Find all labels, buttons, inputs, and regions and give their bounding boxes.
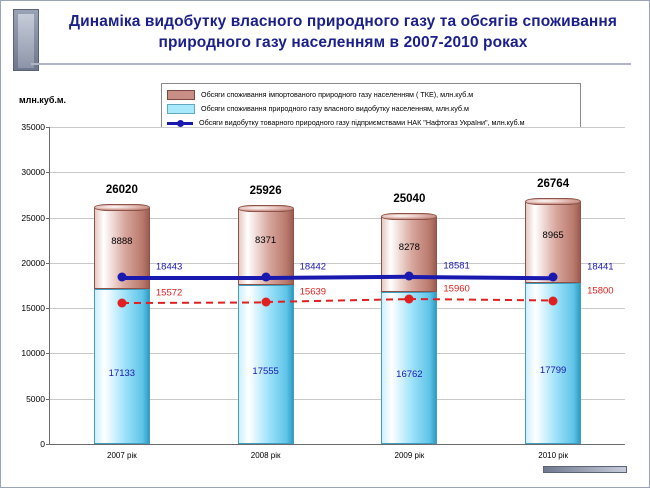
y-axis-tick-mark [46,444,50,445]
naftogaz-production-line-value-label: 18441 [587,261,614,273]
x-axis-category-label: 2008 рік [250,451,281,460]
y-axis-units-label: млн.куб.м. [19,95,67,105]
naftogaz-production-line-point[interactable] [261,272,270,281]
bar-value-imported: 8965 [542,229,564,241]
page-title: Динаміка видобутку власного природного газу та обсягів споживання природного газу населенням в 2007-2010 роках [69,13,617,51]
y-axis-tick-mark [46,353,50,354]
bar-value-imported: 8371 [255,234,277,246]
bar-segment-domestic[interactable] [238,285,294,444]
y-axis-tick-label: 0 [40,439,45,449]
footer-accent-bar [543,466,627,473]
y-axis-tick-label: 10000 [21,348,45,359]
cyan-bar-swatch-icon [167,104,195,114]
naftogaz-excl-ukrnafta-line-point[interactable] [405,295,414,304]
pink-bar-swatch-icon [167,90,195,100]
bar-value-domestic: 17133 [108,367,136,379]
y-axis-tick-mark [46,399,50,400]
legend-item-imported-gas [167,88,575,101]
y-axis-tick-label: 5000 [26,393,45,404]
bar-top-cap [381,213,437,220]
naftogaz-excl-ukrnafta-line-value-label: 15960 [443,283,470,295]
bar-value-total: 25926 [249,185,282,198]
legend-item-label: Обсяги видобутку товарного природного газу підприємствами НАК "Нафтогаз України", млн.куб.м [199,118,525,127]
bar-value-domestic: 16762 [396,369,423,381]
naftogaz-production-line-point[interactable] [549,272,558,281]
naftogaz-production-line-value-label: 18581 [443,260,470,272]
naftogaz-excl-ukrnafta-line-point[interactable] [549,296,558,305]
bar-value-total: 25040 [393,193,426,206]
bar-group[interactable] [381,127,437,460]
bar-value-total: 26020 [105,184,138,197]
naftogaz-production-line-value-label: 18443 [155,261,183,273]
naftogaz-excl-ukrnafta-line-value-label: 15639 [299,286,327,298]
naftogaz-production-line-segment [409,275,553,280]
y-axis-tick-mark [46,218,50,219]
y-axis-tick-label: 25000 [21,212,45,223]
y-axis-tick-label: 30000 [21,167,45,178]
bar-top-cap [525,198,581,205]
naftogaz-production-line-segment [122,276,266,280]
legend-item-domestic-gas [167,102,575,115]
bar-segment-domestic[interactable] [381,292,437,444]
naftogaz-excl-ukrnafta-line-point[interactable] [261,298,270,307]
naftogaz-production-line-value-label: 18442 [299,261,327,273]
bar-segment-imported[interactable] [525,202,581,283]
x-axis-category-label: 2009 рік [394,451,425,460]
y-axis-tick-label: 20000 [21,257,45,268]
naftogaz-excl-ukrnafta-line-value-label: 15572 [155,287,183,299]
bar-segment-domestic[interactable] [525,283,581,444]
bar-group[interactable] [525,127,581,460]
y-axis-tick-mark [46,263,50,264]
bar-top-cap [94,204,150,211]
bar-value-domestic: 17555 [252,366,279,378]
title-divider [31,63,631,65]
y-axis-tick-mark [46,308,50,309]
naftogaz-excl-ukrnafta-line-value-label: 15800 [587,285,614,297]
y-axis-tick-mark [46,127,50,128]
x-axis-category-label: 2007 рік [107,451,137,460]
blue-line-swatch-icon [167,119,193,127]
title-block [13,9,639,71]
bar-segment-imported[interactable] [381,217,437,292]
bar-value-imported: 8888 [111,235,133,247]
y-axis-tick-label: 15000 [21,303,45,314]
bar-group[interactable] [238,127,294,460]
y-axis-tick-mark [46,172,50,173]
bar-group[interactable] [94,127,150,460]
y-axis-tick-label: 35000 [21,122,45,132]
naftogaz-production-line-point[interactable] [405,271,414,280]
naftogaz-production-line-point[interactable] [117,272,126,281]
legend-item-label: Обсяги споживання природного газу власного видобутку населенням, млн.куб.м [201,104,469,113]
naftogaz-excl-ukrnafta-line-point[interactable] [117,298,126,307]
bar-segment-domestic[interactable] [94,289,150,444]
bar-value-domestic: 17799 [539,365,567,377]
bar-value-total: 26764 [537,177,570,190]
bar-top-cap [238,205,294,212]
title-accent-bar [13,9,39,71]
x-axis-category-label: 2010 рік [538,451,568,460]
bar-value-imported: 8278 [398,242,420,254]
legend-item-label: Обсяги споживання імпортованого природного газу населенням ( ТКЕ), млн.куб.м [201,90,474,99]
